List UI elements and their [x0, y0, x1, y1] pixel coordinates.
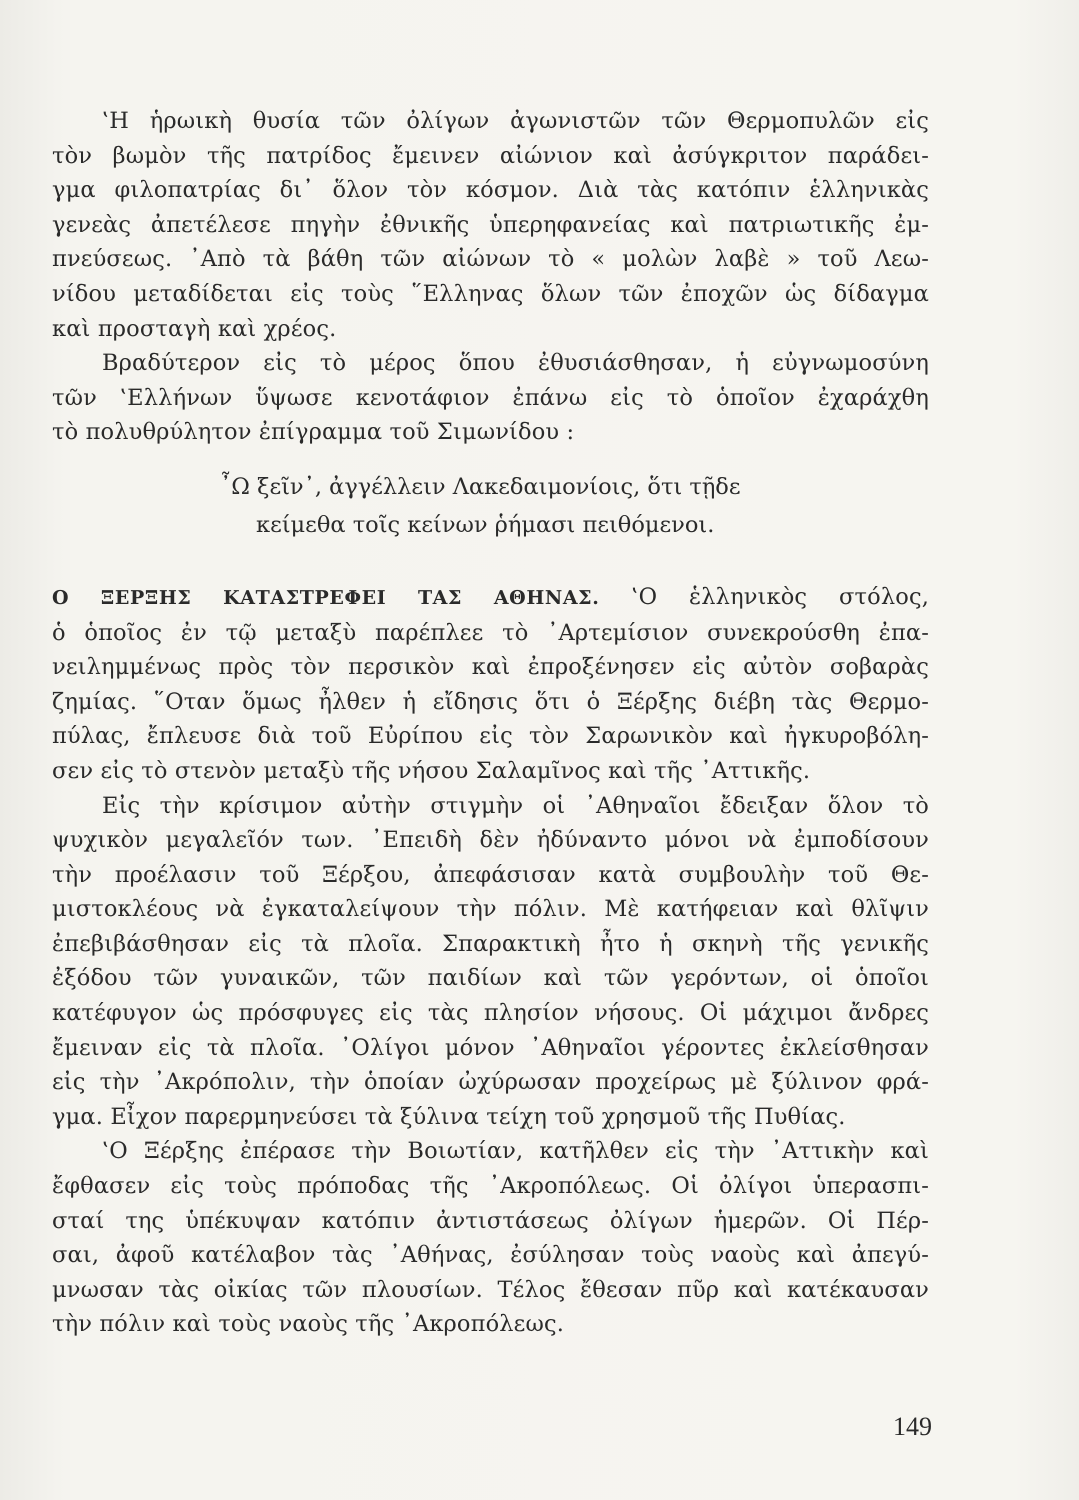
text-line: ζημίας. ῞Οταν ὅμως ἦλθεν ἡ εἴδησις ὅτι ὁ Ξέρξης διέβη τὰς Θερμο-: [52, 688, 929, 715]
text-line: νίδου μεταδίδεται εἰς τοὺς ῞Ελληνας ὅλων τῶν ἐποχῶν ὡς δίδαγμα: [52, 280, 929, 307]
text-line: ἔμειναν εἰς τὰ πλοῖα. ᾽Ολίγοι μόνον ᾽Αθηναῖοι γέροντες ἐκλείσθησαν: [52, 1034, 929, 1061]
text-line: τὴν πόλιν καὶ τοὺς ναοὺς τῆς ᾽Ακροπόλεως.: [52, 1311, 565, 1338]
text-line: σεν εἰς τὸ στενὸν μεταξὺ τῆς νήσου Σαλαμῖνος καὶ τῆς ᾽Αττικῆς.: [52, 757, 811, 784]
text-line: εἰς τὴν ᾽Ακρόπολιν, τὴν ὁποίαν ὠχύρωσαν προχείρως μὲ ξύλινον φρά-: [52, 1069, 929, 1096]
text-line: ἔφθασεν εἰς τοὺς πρόποδας τῆς ᾽Ακροπόλεως. Οἱ ὀλίγοι ὑπερασπι-: [52, 1173, 929, 1200]
text-segment: ‛Ο ἑλληνικὸς στόλος,: [599, 583, 929, 610]
epigram-line: ῏Ω ξεῖν᾽, ἀγγέλλειν Λακεδαιμονίοις, ὅτι τῇδε: [220, 473, 741, 500]
text-line: ‛Ο Ξέρξης ἐπέρασε τὴν Βοιωτίαν, κατῆλθεν εἰς τὴν ᾽Αττικὴν καὶ: [102, 1138, 929, 1165]
text-line: μνωσαν τὰς οἰκίας τῶν πλουσίων. Τέλος ἔθεσαν πῦρ καὶ κατέκαυσαν: [52, 1276, 929, 1303]
paragraph-cenotaph: [52, 346, 929, 450]
text-column: [52, 104, 929, 1342]
paragraph-acropolis-burned: [52, 1134, 929, 1342]
page-number: 149: [893, 1412, 932, 1441]
epigram-line: κείμεθα τοῖς κείνων ῥήμασι πειθόμενοι.: [256, 511, 715, 538]
text-line: γμα φιλοπατρίας δι᾽ ὅλον τὸν κόσμον. Διὰ τὰς κατόπιν ἑλληνικὰς: [52, 177, 929, 204]
text-line: τὴν προέλασιν τοῦ Ξέρξου, ἀπεφάσισαν κατὰ συμβουλὴν τοῦ Θε-: [52, 861, 929, 888]
text-line: γμα. Εἶχον παρερμηνεύσει τὰ ξύλινα τείχη τοῦ χρησμοῦ τῆς Πυθίας.: [52, 1103, 846, 1130]
text-line: Βραδύτερον εἰς τὸ μέρος ὅπου ἐθυσιάσθησαν, ἡ εὐγνωμοσύνη: [102, 350, 929, 377]
text-line: πύλας, ἔπλευσε διὰ τοῦ Εὐρίπου εἰς τὸν Σαρωνικὸν καὶ ἠγκυροβόλη-: [52, 723, 929, 750]
paragraph-thermopylae-sacrifice: [52, 104, 929, 346]
text-line: γενεὰς ἀπετέλεσε πηγὴν ἐθνικῆς ὑπερηφανείας καὶ πατριωτικῆς ἐμ-: [52, 211, 929, 238]
text-line: σαι, ἀφοῦ κατέλαβον τὰς ᾽Αθήνας, ἐσύλησαν τοὺς ναοὺς καὶ ἀπεγύ-: [52, 1242, 929, 1269]
section-xerxes-destroys-athens: [52, 580, 929, 1342]
text-line: πνεύσεως. ᾽Απὸ τὰ βάθη τῶν αἰώνων τὸ « μολὼν λαβὲ » τοῦ Λεω-: [52, 246, 929, 273]
text-line: τὸ πολυθρύλητον ἐπίγραμμα τοῦ Σιμωνίδου :: [52, 419, 575, 446]
text-line: ἐπεβιβάσθησαν εἰς τὰ πλοῖα. Σπαρακτικὴ ἦτο ἡ σκηνὴ τῆς γενικῆς: [52, 930, 929, 957]
text-line: σταί της ὑπέκυψαν κατόπιν ἀντιστάσεως ὀλίγων ἡμερῶν. Οἱ Πέρ-: [52, 1207, 929, 1234]
text-line: τῶν ‛Ελλήνων ὕψωσε κενοτάφιον ἐπάνω εἰς τὸ ὁποῖον ἐχαράχθη: [52, 384, 929, 411]
text-line: ‛Η ἡρωικὴ θυσία τῶν ὀλίγων ἀγωνιστῶν τῶν Θερμοπυλῶν εἰς: [102, 108, 929, 134]
paragraph-athenians-evacuate: [52, 789, 929, 1135]
paragraph-fleet: [52, 580, 929, 789]
text-line: καὶ προσταγὴ καὶ χρέος.: [52, 315, 337, 342]
text-line: μιστοκλέους νὰ ἐγκαταλείψουν τὴν πόλιν. Μὲ κατήφειαν καὶ θλῖψιν: [52, 896, 929, 923]
text-line: ὁ ὁποῖος ἐν τῷ μεταξὺ παρέπλεε τὸ ᾽Αρτεμίσιον συνεκρούσθη ἐπα-: [52, 619, 929, 646]
text-line: κατέφυγον ὡς πρόσφυγες εἰς τὰς πλησίον νήσους. Οἱ μάχιμοι ἄνδρες: [52, 1000, 929, 1027]
text-line: Εἰς τὴν κρίσιμον αὐτὴν στιγμὴν οἱ ᾽Αθηναῖοι ἔδειξαν ὅλον τὸ: [102, 792, 929, 819]
section-heading: Ο ΞΕΡΞΗΣ ΚΑΤΑΣΤΡΕΦΕΙ ΤΑΣ ΑΘΗΝΑΣ.: [52, 586, 600, 609]
text-line: ψυχικὸν μεγαλεῖόν των. ᾽Επειδὴ δὲν ἠδύναντο μόνοι νὰ ἐμποδίσουν: [52, 827, 929, 854]
text-line: [52, 580, 929, 616]
simonides-epigram: [52, 468, 929, 544]
text-line: ἐξόδου τῶν γυναικῶν, τῶν παιδίων καὶ τῶν γερόντων, οἱ ὁποῖοι: [52, 965, 929, 992]
text-line: νειλημμένως πρὸς τὸν περσικὸν καὶ ἐπροξένησεν εἰς αὐτὸν σοβαρὰς: [52, 654, 929, 681]
text-line: τὸν βωμὸν τῆς πατρίδος ἔμεινεν αἰώνιον καὶ ἀσύγκριτον παράδει-: [52, 142, 929, 169]
